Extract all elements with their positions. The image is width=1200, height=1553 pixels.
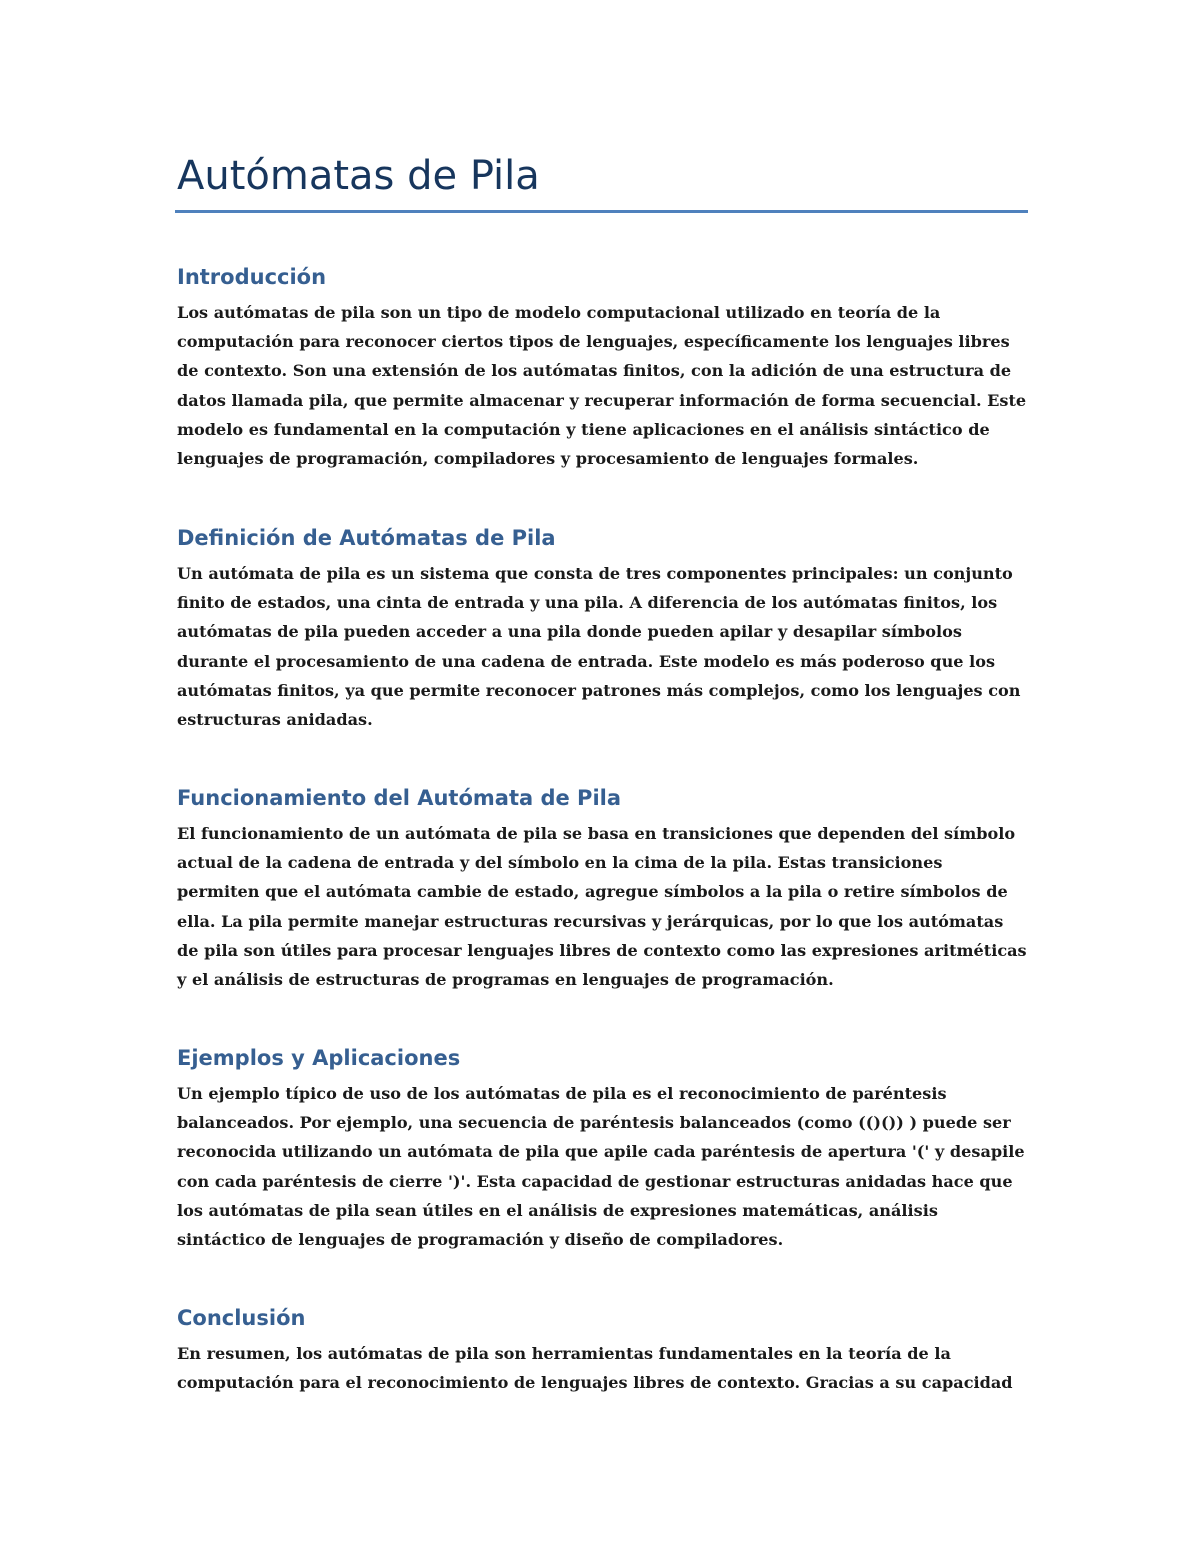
title-underline-rule (175, 210, 1028, 213)
section-introduccion (177, 262, 1027, 473)
section-paragraph: Un ejemplo típico de uso de los autómatas de pila es el reconocimiento de paréntesis balanceados. Por ejemplo, una secuencia de paréntesis balanceados (como (()()) ) puede ser reconocida utilizando un autómata de pila que apile cada paréntesis de apertura '(' y desapile con cada paréntesis de cierre ')'. Esta capacidad de gestionar estructuras anidadas hace que los autómatas de pila sean útiles en el análisis de expresiones matemáticas, análisis sintáctico de lenguajes de programación y diseño de compiladores. (177, 1084, 1025, 1250)
document-title: Autómatas de Pila (177, 153, 540, 199)
section-paragraph: El funcionamiento de un autómata de pila se basa en transiciones que dependen del símbolo actual de la cadena de entrada y del símbolo en la cima de la pila. Estas transiciones permiten que el autómata cambie de estado, agregue símbolos a la pila o retire símbolos de ella. La pila permite manejar estructuras recursivas y jerárquicas, por lo que los autómatas de pila son útiles para procesar lenguajes libres de contexto como las expresiones aritméticas y el análisis de estructuras de programas en lenguajes de programación. (177, 824, 1027, 990)
section-heading: Funcionamiento del Autómata de Pila (177, 786, 622, 810)
section-definicion (177, 523, 1027, 734)
section-ejemplos (177, 1043, 1027, 1254)
section-heading: Introducción (177, 265, 327, 289)
section-paragraph: Los autómatas de pila son un tipo de modelo computacional utilizado en teoría de la computación para reconocer ciertos tipos de lenguajes, específicamente los lenguajes libres de contexto. Son una extensión de los autómatas finitos, con la adición de una estructura de datos llamada pila, que permite almacenar y recuperar información de forma secuencial. Este modelo es fundamental en la computación y tiene aplicaciones en el análisis sintáctico de lenguajes de programación, compiladores y procesamiento de lenguajes formales. (177, 303, 1027, 469)
section-conclusion (177, 1303, 1027, 1397)
section-funcionamiento (177, 783, 1027, 994)
section-heading: Ejemplos y Aplicaciones (177, 1046, 461, 1070)
section-paragraph: Un autómata de pila es un sistema que consta de tres componentes principales: un conjunto finito de estados, una cinta de entrada y una pila. A diferencia de los autómatas finitos, los autómatas de pila pueden acceder a una pila donde pueden apilar y desapilar símbolos durante el procesamiento de una cadena de entrada. Este modelo es más poderoso que los autómatas finitos, ya que permite reconocer patrones más complejos, como los lenguajes con estructuras anidadas. (177, 564, 1021, 730)
section-heading: Conclusión (177, 1306, 306, 1330)
section-heading: Definición de Autómatas de Pila (177, 526, 556, 550)
section-paragraph: En resumen, los autómatas de pila son herramientas fundamentales en la teoría de la computación para el reconocimiento de lenguajes libres de contexto. Gracias a su capacidad (177, 1344, 1013, 1393)
